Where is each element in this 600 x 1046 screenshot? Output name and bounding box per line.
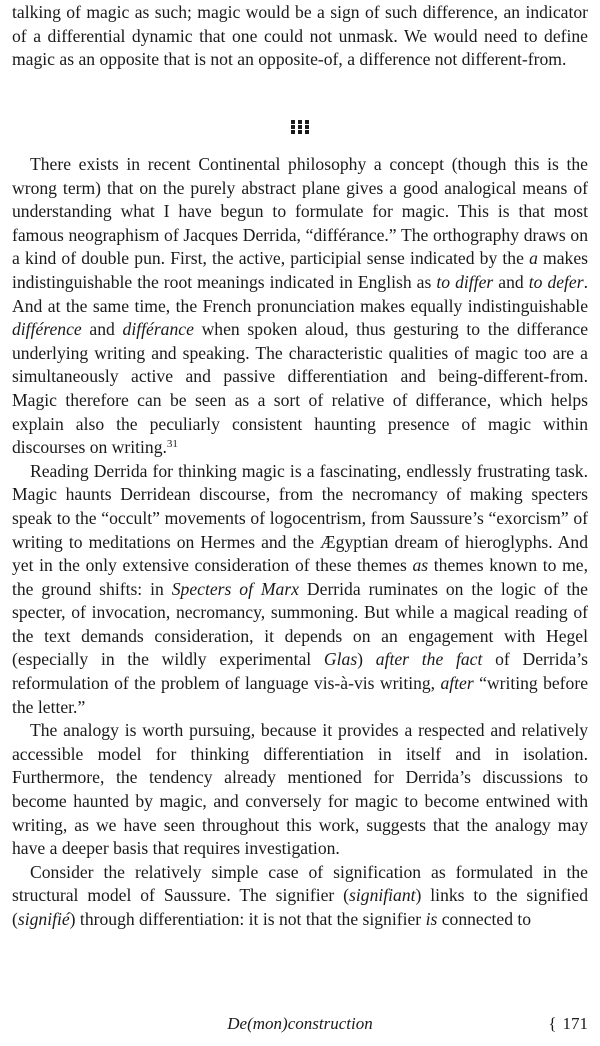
text-run: and [81, 319, 123, 340]
text-run: There exists in recent Continental philosophy a concept (though this is the wrong term) that on the purely abstract plane gives a good analogical means of understanding what I have begun to formulate for magic. This is that most famous neographism of Jacques Derrida, “différance.” The orthography draws on a kind of double pun. First, the active, participial sense indicated by the [12, 154, 588, 269]
italic-text: différance [122, 319, 194, 340]
italic-text: is [425, 909, 438, 929]
italic-text: after [440, 673, 474, 694]
paragraph [12, 719, 588, 861]
paragraph [12, 1, 588, 72]
text-run: themes known to me, the ground shifts: in [12, 555, 588, 599]
paragraph [12, 460, 588, 720]
text-run: and [493, 271, 529, 292]
text-run: Consider the relatively simple case of signification as formulated in the structural model of Saussure. The signifier ( [12, 861, 588, 906]
text-run: connected to [437, 909, 532, 929]
running-title: De(mon)construction [227, 1014, 373, 1033]
italic-text: as [412, 555, 429, 576]
italic-text: différence [12, 319, 82, 340]
italic-text: to defer [528, 271, 584, 292]
section-break-ornament [291, 120, 309, 134]
italic-text: Specters of Marx [171, 578, 299, 599]
footer-brace: { [548, 1014, 557, 1033]
text-run: of Derrida’s reformulation of the problem of language vis-à-vis writing, [12, 649, 589, 694]
text-run: Derrida ruminates on the logic of the specter, of invocation, necromancy, summoning. But while a magical reading of the text demands consideration, it depends on an engagement with Hegel (especially in the wildly experimental [12, 578, 588, 670]
page-number-group [548, 1013, 588, 1035]
italic-text: after the fact [375, 649, 483, 670]
text-block-main [12, 153, 588, 932]
text-run: ) through differentiation: it is not that the signifier [69, 909, 426, 929]
footnote-reference: 31 [166, 438, 178, 451]
text-run: makes indistinguishable the root meanings indicated in English as [12, 248, 588, 292]
italic-text: a [529, 248, 538, 269]
text-run: . And at the same time, the French pronunciation makes equally indistinguishable [12, 271, 588, 316]
italic-text: Glas [323, 649, 358, 670]
text-run: ) [357, 649, 376, 670]
paragraph [12, 153, 588, 460]
text-block-top [12, 1, 588, 72]
text-run: when spoken aloud, thus gesturing to the differance underlying writing and speaking. The characteristic qualities of magic too are a simultaneously active and passive differentiation and being-different-from. Magic therefore can be seen as a sort of relative of differance, which helps explain also the peculiarly consistent haunting presence of magic within discourses on writing. [12, 319, 589, 458]
text-run: Reading Derrida for thinking magic is a fascinating, endlessly frustrating task. Magic haunts Derridean discourse, from the necromancy of making specters speak to the “occult” movements of logocentrism, from Saussure’s “exorcism” of writing to meditations on Hermes and the Ægyptian dream of hieroglyphs. And yet in the only extensive consideration of these themes [12, 460, 588, 576]
italic-text: to differ [436, 271, 494, 292]
text-run: “writing before the letter.” [12, 673, 589, 717]
text-run: ) links to the signified ( [12, 885, 588, 929]
italic-text: signifié [17, 909, 70, 929]
page-number: 171 [562, 1014, 588, 1033]
paragraph [12, 861, 588, 932]
italic-text: signifiant [349, 885, 416, 906]
text-run: talking of magic as such; magic would be a sign of such difference, an indicator of a differential dynamic that one could not unmask. We would need to define magic as an opposite that is not an opposite-of, a difference not different-from. [12, 2, 588, 70]
text-run: The analogy is worth pursuing, because it provides a respected and relatively accessible model for thinking differentiation in itself and in isolation. Furthermore, the tendency already mentioned for Derrida’s discussions to become haunted by magic, and conversely for magic to become entwined with writing, as we have seen throughout this work, suggests that the analogy may have a deeper basis that requires investigation. [12, 720, 588, 859]
